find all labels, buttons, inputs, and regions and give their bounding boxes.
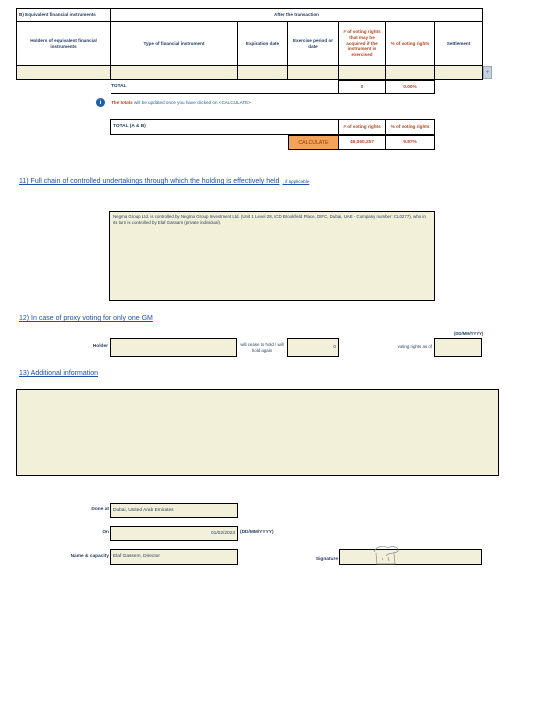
col-header-exercise: Exercise period or date bbox=[287, 21, 339, 66]
done-at-input[interactable]: Dubai, United Arab Emirates bbox=[110, 503, 238, 518]
signature-image bbox=[368, 544, 404, 566]
proxy-date-input[interactable] bbox=[434, 338, 482, 357]
col-header-pct: % of voting rights bbox=[385, 21, 435, 66]
totals-note bbox=[111, 100, 251, 105]
holder-input[interactable] bbox=[110, 338, 237, 357]
section-11-title: 11) Full chain of controlled undertakings through which the holding is effectively held bbox=[19, 178, 280, 185]
voting-rights-as-of-label: voting rights as of bbox=[397, 344, 432, 349]
section-11-heading bbox=[19, 178, 309, 185]
total-ab-voting-rights: 46,060,257 bbox=[338, 135, 386, 150]
info-icon: i bbox=[96, 98, 105, 107]
total-ab-col2: % of voting rights bbox=[385, 119, 435, 135]
col-header-voting-rights: # of voting rights that may be acquired if the instrument is exercised bbox=[338, 21, 386, 66]
totals-note-text: will be updated once you have clicked on <CALCULATE> bbox=[133, 100, 251, 105]
pct-input[interactable] bbox=[385, 65, 435, 80]
on-date-input[interactable]: 01/02/2023 bbox=[110, 526, 238, 541]
section-13-title: 13) Additional information bbox=[19, 370, 98, 377]
col-header-expiration: Expiration date bbox=[237, 21, 288, 66]
section-11-suffix: , if applicable bbox=[282, 179, 310, 184]
done-at-label: Done at bbox=[91, 507, 109, 512]
col-header-settlement: Settlement bbox=[434, 21, 483, 66]
section-12-title: 12) In case of proxy voting for only one GM bbox=[19, 315, 153, 322]
cease-value-input[interactable]: 0 bbox=[287, 338, 339, 357]
total-voting-rights: 0 bbox=[338, 80, 386, 94]
total-label: TOTAL bbox=[111, 84, 127, 89]
controlled-undertakings-field[interactable]: Negma Group Ltd. is controlled by Negma Group Investment Ltd. (Unit 1 Level 28, ICD Brookfield Place, DIFC, Dubai, UAE - Company number: CL0277), who in its turn is controlled by Elaf Gassam (private individual). bbox=[109, 211, 435, 301]
plus-icon: + bbox=[485, 69, 490, 76]
name-capacity-input[interactable]: Elaf Gassem, Director bbox=[110, 549, 238, 565]
signature-field[interactable] bbox=[339, 549, 482, 565]
col-header-holders: Holders of equivalent financial instruments bbox=[16, 21, 111, 66]
name-capacity-label: Name & capacity bbox=[70, 554, 109, 559]
total-ab-pct: 9.87% bbox=[385, 135, 435, 150]
on-date-format: (DD/MM/YYYY) bbox=[240, 530, 274, 535]
total-ab-label: TOTAL (A & B) bbox=[113, 124, 146, 129]
col-header-type: Type of financial instrument bbox=[110, 21, 238, 66]
settlement-input[interactable] bbox=[434, 65, 483, 80]
calculate-button[interactable]: CALCULATE bbox=[288, 135, 339, 150]
after-transaction-header: After the transaction bbox=[110, 8, 483, 22]
total-pct: 0.00% bbox=[385, 80, 435, 94]
cease-label: will cease to hold / will hold again bbox=[240, 342, 284, 353]
additional-info-field[interactable] bbox=[16, 389, 499, 476]
holders-input[interactable] bbox=[16, 65, 111, 80]
holder-label: Holder bbox=[92, 344, 108, 349]
date-format-label: (DD/MM/YYYY) bbox=[454, 331, 484, 336]
total-ab-col1: # of voting rights bbox=[338, 119, 386, 135]
signature-label: Signature bbox=[315, 557, 338, 562]
add-row-button[interactable] bbox=[483, 66, 492, 79]
totals-note-bold: The totals bbox=[111, 100, 133, 105]
type-input[interactable] bbox=[110, 65, 238, 80]
total-ab-box bbox=[110, 119, 339, 135]
section-b-title: B) Equivalent financial instruments bbox=[16, 8, 111, 22]
on-label: On bbox=[102, 530, 109, 535]
expiration-input[interactable] bbox=[237, 65, 288, 80]
voting-rights-input[interactable] bbox=[338, 65, 386, 80]
exercise-input[interactable] bbox=[287, 65, 339, 80]
